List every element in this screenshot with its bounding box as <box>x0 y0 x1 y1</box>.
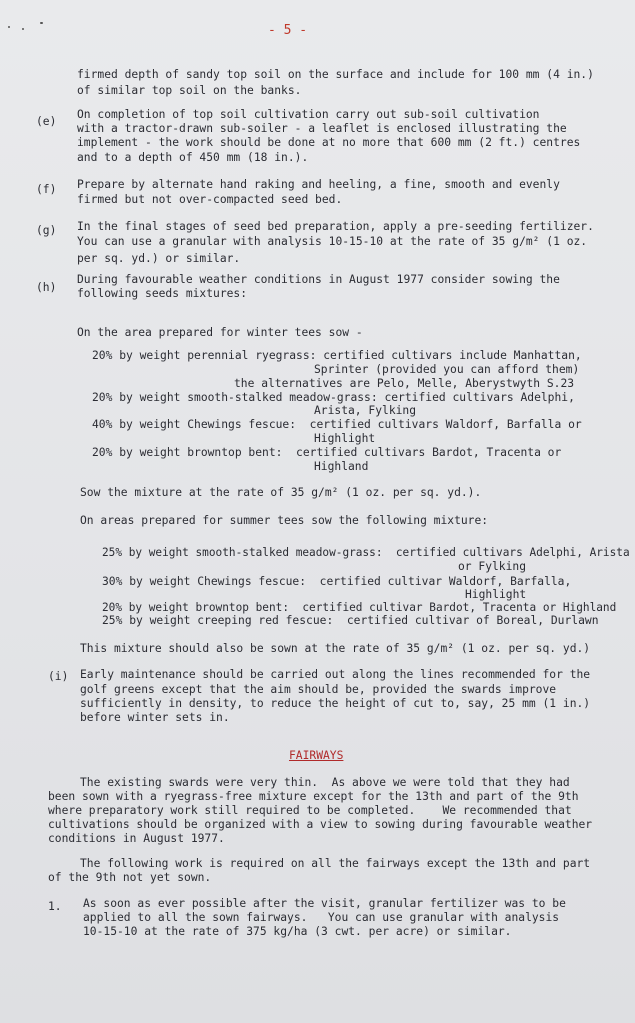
item-line: before winter sets in. <box>80 711 230 724</box>
item-line: As soon as ever possible after the visit, granular fertilizer was to be <box>83 897 566 910</box>
mix-line: 30% by weight Chewings fescue: certified cultivar Waldorf, Barfalla, <box>102 575 572 588</box>
mix-line: 20% by weight browntop bent: certified cultivars Bardot, Tracenta or <box>92 446 562 459</box>
summer-rate: This mixture should also be sown at the rate of 35 g/m² (1 oz. per sq. yd.) <box>80 642 591 655</box>
mix-line: 40% by weight Chewings fescue: certified cultivars Waldorf, Barfalla or <box>92 418 582 431</box>
mix-line: 20% by weight browntop bent: certified cultivar Bardot, Tracenta or Highland <box>102 601 617 614</box>
item-line: Prepare by alternate hand raking and heeling, a fine, smooth and evenly <box>77 178 560 191</box>
mix-line: Arista, Fylking <box>314 404 417 417</box>
item-line: 10-15-10 at the rate of 375 kg/ha (3 cwt. per acre) or similar. <box>83 925 512 938</box>
mix-line: Highland <box>314 460 369 473</box>
mix-line: Highlight <box>314 432 376 445</box>
item-line: applied to all the sown fairways. You can use granular with analysis <box>83 911 560 924</box>
fairways-heading: FAIRWAYS <box>289 749 344 762</box>
item-label: 1. <box>48 900 62 913</box>
mix-line: the alternatives are Pelo, Melle, Aberystwyth S.23 <box>234 377 575 390</box>
paragraph-line: of the 9th not yet sown. <box>48 871 212 884</box>
item-label: (i) <box>48 670 69 683</box>
item-line: golf greens except that the aim should be, provided the swards improve <box>80 683 557 696</box>
item-line: In the final stages of seed bed preparation, apply a pre-seeding fertilizer. <box>77 220 594 233</box>
item-line: implement - the work should be done at no more that 600 mm (2 ft.) centres <box>77 136 581 149</box>
mix-line: Highlight <box>465 588 527 601</box>
item-line: On completion of top soil cultivation carry out sub-soil cultivation <box>77 108 540 121</box>
item-line: You can use a granular with analysis 10-15-10 at the rate of 35 g/m² (1 oz. <box>77 235 588 248</box>
paragraph-line: conditions in August 1977. <box>48 832 225 845</box>
item-line: During favourable weather conditions in August 1977 consider sowing the <box>77 273 560 286</box>
mix-line: Sprinter (provided you can afford them) <box>314 363 580 376</box>
mix-line: 25% by weight smooth-stalked meadow-grass: certified cultivars Adelphi, Arista <box>102 546 630 559</box>
item-line: firmed but not over-compacted seed bed. <box>77 193 343 206</box>
item-label: (f) <box>36 183 57 196</box>
mix-line: 20% by weight smooth-stalked meadow-grass: certified cultivars Adelphi, <box>92 391 575 404</box>
item-line: following seeds mixtures: <box>77 287 248 300</box>
item-line: per sq. yd.) or similar. <box>77 252 241 265</box>
winter-rate: Sow the mixture at the rate of 35 g/m² (1 oz. per sq. yd.). <box>80 486 482 499</box>
paragraph-line: cultivations should be organized with a view to sowing during favourable weather <box>48 818 593 831</box>
paragraph-line: where preparatory work still required to be completed. We recommended that <box>48 804 572 817</box>
intro-line: firmed depth of sandy top soil on the surface and include for 100 mm (4 in.) <box>77 68 594 81</box>
item-label: (g) <box>36 224 57 237</box>
scan-specks <box>8 22 48 32</box>
winter-intro: On the area prepared for winter tees sow - <box>77 326 363 339</box>
intro-line: of similar top soil on the banks. <box>77 84 302 97</box>
item-line: Early maintenance should be carried out along the lines recommended for the <box>80 668 591 681</box>
item-label: (h) <box>36 281 57 294</box>
item-line: with a tractor-drawn sub-soiler - a leaflet is enclosed illustrating the <box>77 122 567 135</box>
mix-line: 20% by weight perennial ryegrass: certified cultivars include Manhattan, <box>92 349 582 362</box>
paragraph-line: been sown with a ryegrass-free mixture except for the 13th and part of the 9th <box>48 790 579 803</box>
paragraph-line: The following work is required on all the fairways except the 13th and part <box>80 857 591 870</box>
mix-line: 25% by weight creeping red fescue: certified cultivar of Boreal, Durlawn <box>102 614 599 627</box>
mix-line: or Fylking <box>458 560 527 573</box>
item-label: (e) <box>36 115 57 128</box>
summer-intro: On areas prepared for summer tees sow the following mixture: <box>80 514 489 527</box>
paragraph-line: The existing swards were very thin. As above we were told that they had <box>80 776 570 789</box>
item-line: and to a depth of 450 mm (18 in.). <box>77 151 309 164</box>
page-number: - 5 - <box>268 23 308 38</box>
item-line: sufficiently in density, to reduce the height of cut to, say, 25 mm (1 in.) <box>80 697 591 710</box>
